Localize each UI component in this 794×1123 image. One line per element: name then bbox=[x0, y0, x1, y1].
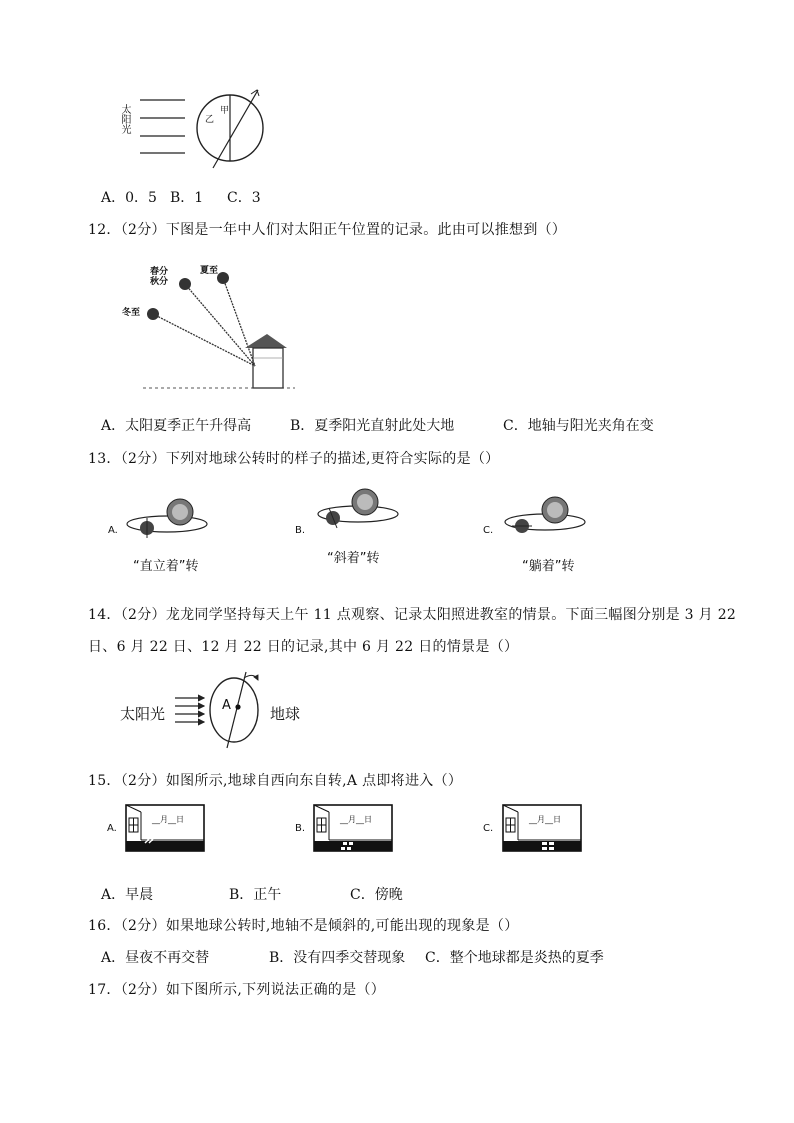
q13-stem: 13．（2分）下列对地球公转时的样子的描述,更符合实际的是（） bbox=[88, 451, 500, 467]
q15-letter-b[interactable]: B. bbox=[295, 823, 306, 834]
q15-stem: 15．（2分）如图所示,地球自西向东自转,A 点即将进入（） bbox=[88, 773, 463, 789]
q15-option-a[interactable]: A．早晨 bbox=[101, 887, 154, 903]
q11-diagram bbox=[135, 88, 295, 168]
q11-option-c[interactable]: C．3 bbox=[227, 190, 261, 206]
q17-stem: 17．（2分）如下图所示,下列说法正确的是（） bbox=[88, 982, 386, 998]
q13-letter-b[interactable]: B. bbox=[295, 525, 306, 536]
q14-point-label: A bbox=[222, 698, 231, 713]
q16-stem: 16．（2分）如果地球公转时,地轴不是倾斜的,可能出现的现象是（） bbox=[88, 918, 519, 934]
q16-option-a[interactable]: A．昼夜不再交替 bbox=[101, 950, 210, 966]
q12-option-a[interactable]: A．太阳夏季正午升得高 bbox=[101, 418, 252, 434]
q15-board-b: __月__日 bbox=[340, 815, 372, 824]
q13-figure-c bbox=[500, 494, 610, 544]
q15-letter-c[interactable]: C. bbox=[483, 823, 494, 834]
q15-board-c: __月__日 bbox=[529, 815, 561, 824]
q12-label-autumn: 秋分 bbox=[150, 277, 169, 287]
q11-option-a[interactable]: A．0．5 bbox=[101, 190, 157, 206]
q12-option-b[interactable]: B．夏季阳光直射此处大地 bbox=[290, 418, 455, 434]
q12-label-summer: 夏至 bbox=[200, 266, 219, 276]
q16-option-c[interactable]: C．整个地球都是炎热的夏季 bbox=[425, 950, 604, 966]
q15-letter-a[interactable]: A. bbox=[107, 823, 117, 834]
q15-board-a: __月__日 bbox=[152, 815, 184, 824]
q15-option-c[interactable]: C．傍晚 bbox=[350, 887, 403, 903]
q13-letter-a[interactable]: A. bbox=[108, 525, 118, 536]
q13-caption-c: “躺着”转 bbox=[522, 559, 575, 574]
q13-figure-a bbox=[122, 496, 232, 546]
q14-sunlight-label: 太阳光 bbox=[120, 705, 166, 723]
q12-label-spring: 春分 bbox=[150, 267, 169, 277]
q12-option-c[interactable]: C．地轴与阳光夹角在变 bbox=[503, 418, 654, 434]
q15-room-c bbox=[502, 804, 584, 854]
q11-mark-jia: 甲 bbox=[220, 106, 230, 116]
q15-option-b[interactable]: B．正午 bbox=[229, 887, 282, 903]
q14-earth-label: 地球 bbox=[270, 705, 301, 723]
q15-room-a bbox=[125, 804, 207, 854]
q13-caption-a: “直立着”转 bbox=[133, 559, 199, 574]
q13-letter-c[interactable]: C. bbox=[483, 525, 494, 536]
q11-option-b[interactable]: B．1 bbox=[170, 190, 204, 206]
q12-label-winter: 冬至 bbox=[122, 308, 141, 318]
q11-mark-yi: 乙 bbox=[205, 115, 215, 125]
q12-stem: 12．（2分）下图是一年中人们对太阳正午位置的记录。此由可以推想到（） bbox=[88, 222, 567, 238]
q14-stem-line1: 14．（2分）龙龙同学坚持每天上午 11 点观察、记录太阳照进教室的情景。下面三幅图分别是 3 月 22 bbox=[88, 607, 737, 623]
q15-room-b bbox=[313, 804, 395, 854]
q13-figure-b bbox=[313, 486, 423, 536]
q11-sunlight-label: 太阳光 bbox=[119, 104, 130, 134]
q14-stem-line2: 日、6 月 22 日、12 月 22 日的记录,其中 6 月 22 日的情景是（） bbox=[88, 639, 519, 655]
q13-caption-b: “斜着”转 bbox=[327, 551, 380, 566]
q16-option-b[interactable]: B．没有四季交替现象 bbox=[269, 950, 406, 966]
